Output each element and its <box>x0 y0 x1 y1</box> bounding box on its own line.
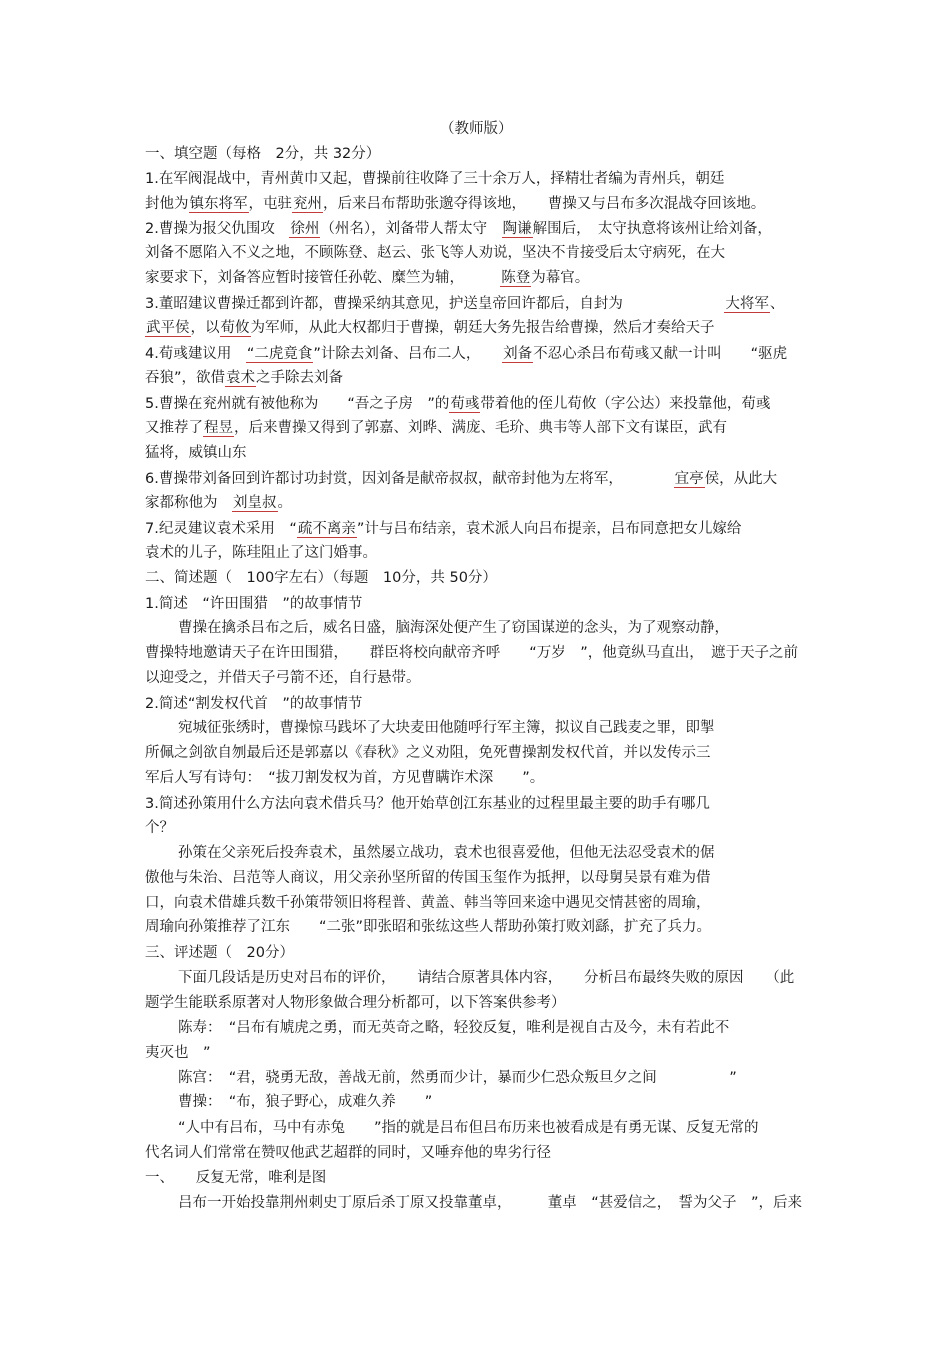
text: 1.在军阀混战中，青州黄巾又起，曹操前往收降了三十余万人，择精壮者编为青州兵，朝廷 <box>145 171 725 187</box>
answer-blank: 袁术 <box>226 370 256 386</box>
answer-blank: 荀攸 <box>220 320 250 336</box>
text: 家都称他为 <box>145 495 232 511</box>
answer-blank: 刘备 <box>503 346 533 362</box>
s3-subheading-1: 一、 反复无常，唯利是图 <box>145 1170 327 1186</box>
text: 7.纪灵建议袁术采用 “ <box>145 521 297 537</box>
text: 。 <box>277 495 292 511</box>
text: 又推荐了 <box>145 420 203 436</box>
s2-q1-title: 1.简述 “许田围猎 ”的故事情节 <box>145 596 363 612</box>
s2-q3-title1: 3.简述孙策用什么方法向袁术借兵马？他开始草创江东基业的过程里最主要的助手有哪几 <box>145 796 710 812</box>
text: 不忍心杀吕布荀彧又献一计叫 “驱虎 <box>533 346 788 362</box>
s3-intro-line2: 题学生能联系原著对人物形象做合理分析都可，以下答案供参考） <box>145 995 566 1011</box>
s3-quote-chenshou-2: 夷灭也 ” <box>145 1045 211 1061</box>
q5-line3: 猛将，威镇山东 <box>145 445 247 461</box>
s2-q2-title: 2.简述“割发权代首 ”的故事情节 <box>145 696 363 712</box>
s3-para-line2: 代名词人们常常在赞叹他武艺超群的同时，又唾弃他的卑劣行径 <box>145 1145 551 1161</box>
s2-q2-line2: 所佩之剑欲自刎最后还是郭嘉以《春秋》之义劝阻，免死曹操割发权代首，并以发传示三 <box>145 745 711 761</box>
text: 之手除去刘备 <box>256 370 344 386</box>
text: ”计与吕布结亲，袁术派人向吕布提亲，吕布同意把女儿嫁给 <box>356 521 742 537</box>
q7-line2: 袁术的儿子，陈珪阻止了这门婚事。 <box>145 545 377 561</box>
q1-line1 <box>145 169 724 189</box>
s3-last-line: 吕布一开始投靠荆州刺史丁原后杀丁原又投靠董卓， 董卓 “甚爱信之， 誓为父子 ”，后来 <box>178 1195 803 1211</box>
text: 侯，从此大 <box>704 471 778 487</box>
q7-line1 <box>145 519 741 539</box>
q2-line3 <box>145 268 589 288</box>
s2-q2-line3: 军后人写有诗句： “拔刀割发权为首，方见曹瞒诈术深 ”。 <box>145 770 545 786</box>
q4-line1 <box>145 344 787 364</box>
text: 4.荀彧建议用 <box>145 346 246 362</box>
q6-line2 <box>145 493 292 513</box>
text: 家要求下，刘备答应暂时接管任孙乾、糜竺为辅， <box>145 270 501 286</box>
doc-title: （教师版） <box>440 121 513 137</box>
answer-blank: 刘皇叔 <box>233 495 277 511</box>
section2-heading: 二、简述题（ 100字左右）（每题 10分，共 50分） <box>145 570 497 586</box>
s2-q1-line1: 曹操在擒杀吕布之后，威名日盛，脑海深处便产生了窃国谋逆的念头，为了观察动静， <box>178 620 729 636</box>
s2-q1-line3: 以迎受之，并借天子弓箭不还，自行悬带。 <box>145 670 421 686</box>
s3-quote-chengong: 陈宫： “君，骁勇无敌，善战无前，然勇而少计，暴而少仁恐众叛旦夕之间 ” <box>178 1070 737 1086</box>
answer-blank: 武平侯 <box>146 320 190 336</box>
text: 5.曹操在兖州就有被他称为 “吾之子房 ”的 <box>145 396 450 412</box>
answer-blank: 兖州 <box>293 196 322 212</box>
s2-q3-title2: 个？ <box>145 820 174 836</box>
q4-line2 <box>145 368 343 388</box>
text: ，以 <box>190 320 220 336</box>
q3-line1 <box>145 294 784 314</box>
text: ，后来吕布帮助张邈夺得该地， 曹操又与吕布多次混战夺回该地。 <box>323 196 766 212</box>
answer-blank: 程昱 <box>204 420 233 436</box>
text: 6.曹操带刘备回到许都讨功封赏，因刘备是献帝叔叔，献帝封他为左将军， <box>145 471 674 487</box>
s2-q1-line2: 曹操特地邀请天子在许田围猎， 群臣将校向献帝齐呼 “万岁 ”，他竟纵马直出， 遮于天子之前 <box>145 645 799 661</box>
q3-line2 <box>145 318 715 338</box>
s2-q3-line3: 口，向袁术借雄兵数千孙策带领旧将程普、黄盖、韩当等回来途中遇见交情甚密的周瑜， <box>145 895 711 911</box>
text: 3.董昭建议曹操迁都到许都，曹操采纳其意见，护送皇帝回许都后，自封为 <box>145 296 725 312</box>
answer-blank: 疏不离亲 <box>297 521 356 537</box>
s3-intro-line1: 下面几段话是历史对吕布的评价， 请结合原著具体内容， 分析吕布最终失败的原因 （此 <box>178 970 795 986</box>
text: 2.曹操为报父仇围攻 <box>145 221 290 237</box>
q2-line1 <box>145 219 772 239</box>
answer-blank: 陈登 <box>501 270 531 286</box>
answer-blank: 大将军 <box>725 296 769 312</box>
s2-q3-line1: 孙策在父亲死后投奔袁术，虽然屡立战功，袁术也很喜爱他，但他无法忍受袁术的倨 <box>178 845 715 861</box>
text: 为幕官。 <box>531 270 590 286</box>
s3-para-line1: “人中有吕布，马中有赤兔 ”指的就是吕布但吕布历来也被看成是有勇无谋、反复无常的 <box>178 1120 759 1136</box>
q5-line1 <box>145 394 770 414</box>
answer-blank: 宜亭 <box>674 471 704 487</box>
answer-blank: “二虎竟食 <box>246 346 313 362</box>
s2-q3-line2: 傲他与朱治、吕范等人商议，用父亲孙坚所留的传国玉玺作为抵押，以母舅吴景有难为借 <box>145 870 711 886</box>
text: ”计除去刘备、吕布二人， <box>313 346 503 362</box>
s2-q2-line1: 宛城征张绣时，曹操惊马践坏了大块麦田他随呼行军主簿，拟议自己践麦之罪，即掣 <box>178 720 715 736</box>
q6-line1 <box>145 469 777 489</box>
answer-blank: 荀彧 <box>450 396 480 412</box>
q2-line2: 刘备不愿陷入不义之地，不顾陈登、赵云、张飞等人劝说，坚决不肯接受后太守病死，在大 <box>145 245 725 261</box>
text: 、 <box>769 296 785 312</box>
text: （州名），刘备带人帮太守 <box>320 221 502 237</box>
s3-quote-chenshou-1: 陈寿： “吕布有虓虎之勇，而无英奇之略，轻狡反复，唯利是视自古及今，未有若此不 <box>178 1020 730 1036</box>
q5-line2 <box>145 418 727 438</box>
text: ，屯驻 <box>248 196 292 212</box>
text: 为军师，从此大权都归于曹操，朝廷大务先报告给曹操，然后才奏给天子 <box>250 320 715 336</box>
text: 封他为 <box>145 196 189 212</box>
q1-line2 <box>145 194 765 214</box>
section1-heading: 一、填空题（每格 2分，共 32分） <box>145 146 381 162</box>
answer-blank: 镇东将军 <box>189 196 248 212</box>
text: 吞狼”，欲借 <box>145 370 226 386</box>
s3-quote-caocao: 曹操： “布，狼子野心，成难久养 ” <box>178 1094 433 1110</box>
text: 带着他的侄儿荀攸（字公达）来投靠他，荀彧 <box>480 396 771 412</box>
text: ，后来曹操又得到了郭嘉、刘晔、满庞、毛玠、典韦等人部下文有谋臣，武有 <box>234 420 727 436</box>
text: 解围后， 太守执意将该州让给刘备， <box>532 221 772 237</box>
section3-heading: 三、评述题（ 20分） <box>145 945 294 961</box>
answer-blank: 徐州 <box>290 221 320 237</box>
answer-blank: 陶谦 <box>502 221 532 237</box>
s2-q3-line4: 周瑜向孙策推荐了江东 “二张”即张昭和张纮这些人帮助孙策打败刘繇，扩充了兵力。 <box>145 919 712 935</box>
